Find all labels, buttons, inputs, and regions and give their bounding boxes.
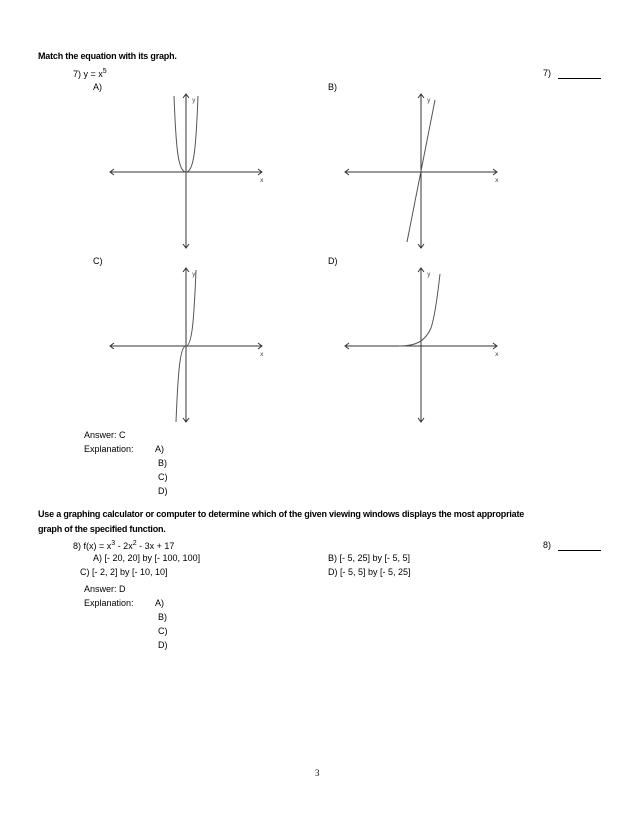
question-number: 8) — [73, 541, 84, 551]
answer-slot-label: 8) — [543, 540, 552, 550]
explanation-option-a: A) — [155, 598, 164, 608]
explanation-option-c: C) — [158, 626, 168, 636]
x-axis-label: x — [260, 177, 264, 184]
choice-label: A) — [93, 553, 102, 563]
explanation-label: Explanation: — [84, 444, 134, 454]
explanation-option-d: D) — [158, 640, 168, 650]
explanation-option-d: D) — [158, 486, 168, 496]
answer-blank[interactable] — [558, 78, 601, 79]
y-axis-label: y — [192, 271, 196, 278]
y-axis-label: y — [427, 271, 431, 278]
section-instruction: Match the equation with its graph. — [38, 51, 177, 61]
option-label-a: A) — [93, 82, 102, 92]
choice-label: B) — [328, 553, 337, 563]
explanation-label: Explanation: — [84, 598, 134, 608]
equation-exponent: 5 — [102, 68, 107, 75]
choice-text: [- 5, 5] by [- 5, 25] — [340, 567, 411, 577]
equation-exponent: 2 — [132, 540, 137, 547]
equation-part: - 3x + 17 — [136, 541, 175, 551]
choice-label: C) — [80, 567, 90, 577]
option-label-d: D) — [328, 256, 338, 266]
question-7 — [73, 68, 107, 79]
option-label-c: C) — [93, 256, 103, 266]
x-axis-label: x — [495, 351, 499, 358]
answer-text: Answer: C — [84, 430, 126, 440]
graph-c — [100, 262, 272, 430]
question-number: 7) — [73, 69, 84, 79]
y-axis-label: y — [427, 97, 431, 104]
explanation-option-b: B) — [158, 458, 167, 468]
section-instruction-line2: graph of the specified function. — [38, 524, 166, 534]
choice-c — [80, 567, 168, 577]
option-label-b: B) — [328, 82, 337, 92]
choice-d — [328, 567, 411, 577]
equation-part: - 2x — [115, 541, 133, 551]
section-instruction-line1: Use a graphing calculator or computer to determine which of the given viewing windows displays the most appropriate — [38, 509, 525, 519]
choice-a — [93, 553, 200, 563]
page-number: 3 — [315, 768, 320, 778]
x-axis-label: x — [260, 351, 264, 358]
x-axis-label: x — [495, 177, 499, 184]
graph-a — [100, 88, 272, 256]
choice-text: [- 2, 2] by [- 10, 10] — [92, 567, 168, 577]
graph-d — [335, 262, 507, 430]
equation-part: f(x) = x — [83, 541, 112, 551]
equation-exponent: 3 — [111, 540, 116, 547]
choice-text: [- 5, 25] by [- 5, 5] — [339, 553, 411, 563]
choice-b — [328, 553, 410, 563]
y-axis-label: y — [192, 97, 196, 104]
question-8 — [73, 540, 174, 551]
explanation-option-b: B) — [158, 612, 167, 622]
graph-b — [335, 88, 507, 256]
answer-blank[interactable] — [558, 550, 601, 551]
explanation-option-c: C) — [158, 472, 168, 482]
choice-label: D) — [328, 567, 338, 577]
answer-text: Answer: D — [84, 584, 126, 594]
equation-base: y = x — [83, 69, 103, 79]
answer-slot-label: 7) — [543, 68, 552, 78]
choice-text: [- 20, 20] by [- 100, 100] — [104, 553, 201, 563]
explanation-option-a: A) — [155, 444, 164, 454]
